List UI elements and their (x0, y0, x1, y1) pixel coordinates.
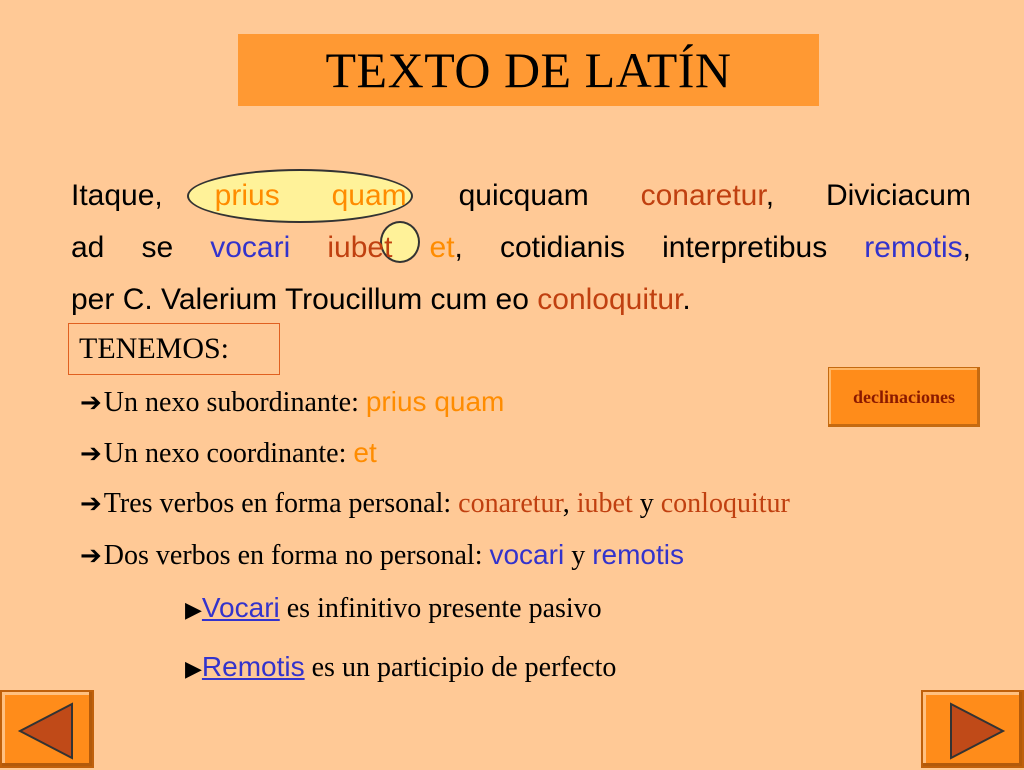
bullet-value-conloquitur: conloquitur (660, 488, 790, 519)
bullet-value-conaretur: conaretur (458, 488, 563, 519)
latin-line-1 (71, 170, 971, 222)
latin-word: , (962, 231, 971, 264)
bullet-value-iubet: iubet (576, 488, 633, 519)
bullet-text: Un nexo subordinante: (103, 387, 366, 418)
tenemos-label: TENEMOS: (79, 332, 229, 365)
latin-line-3 (71, 274, 971, 326)
latin-word: prius quam (214, 179, 407, 212)
bullet-text: Un nexo coordinante: (103, 438, 354, 469)
bullet-value-vocari: vocari (489, 539, 565, 570)
latin-word: Itaque, (71, 179, 215, 212)
latin-word: remotis (864, 231, 963, 264)
bullet-verbos-personal (80, 488, 790, 520)
bullet-verbos-no-personal (80, 539, 684, 572)
latin-word: conaretur (640, 179, 766, 212)
subbullet-text: es infinitivo presente pasivo (279, 593, 602, 624)
next-triangle-icon (923, 692, 1024, 770)
latin-word: ad se (71, 231, 211, 264)
remotis-link[interactable]: Remotis (201, 651, 305, 682)
triangle-right-icon: ▶ (185, 598, 202, 623)
latin-word: , Diviciacum (765, 179, 971, 212)
latin-word: per C. Valerium Troucillum cum eo (71, 283, 538, 316)
declinaciones-button[interactable] (828, 367, 980, 427)
bullet-separator: y (564, 540, 593, 571)
title-banner (238, 34, 819, 106)
latin-word (392, 231, 429, 264)
subbullet-vocari (185, 592, 602, 625)
right-arrow-icon: ➔ (80, 541, 102, 571)
bullet-nexo-subordinante (80, 386, 504, 419)
latin-word: et (429, 231, 455, 264)
subbullet-text: es un participio de perfecto (304, 652, 617, 683)
latin-word: conloquitur (537, 283, 683, 316)
triangle-right-icon: ▶ (185, 657, 202, 682)
right-arrow-icon: ➔ (80, 388, 102, 418)
next-button[interactable] (921, 690, 1024, 768)
latin-word: iubet (327, 231, 393, 264)
latin-line-2 (71, 222, 971, 274)
tenemos-label-box (68, 323, 280, 375)
vocari-link[interactable]: Vocari (201, 592, 280, 623)
right-arrow-icon: ➔ (80, 489, 102, 519)
declinaciones-button-label: declinaciones (853, 386, 955, 407)
bullet-value-remotis: remotis (592, 539, 684, 570)
subbullet-remotis (185, 651, 616, 684)
previous-button[interactable] (0, 690, 94, 768)
bullet-separator: y (632, 488, 661, 519)
right-arrow-icon: ➔ (80, 439, 102, 469)
bullet-nexo-coordinante (80, 437, 377, 470)
latin-word: quicquam (406, 179, 641, 212)
bullet-separator: , (562, 488, 577, 519)
bullet-value: et (353, 437, 377, 468)
bullet-value: prius quam (365, 386, 505, 417)
latin-word: , cotidianis interpretibus (454, 231, 865, 264)
latin-paragraph (71, 170, 971, 326)
latin-word: . (682, 283, 691, 316)
previous-triangle-icon (2, 692, 96, 770)
latin-word (290, 231, 327, 264)
bullet-text: Dos verbos en forma no personal: (103, 540, 490, 571)
latin-word: vocari (210, 231, 291, 264)
bullet-text: Tres verbos en forma personal: (103, 488, 459, 519)
page-title: TEXTO DE LATÍN (325, 42, 732, 98)
